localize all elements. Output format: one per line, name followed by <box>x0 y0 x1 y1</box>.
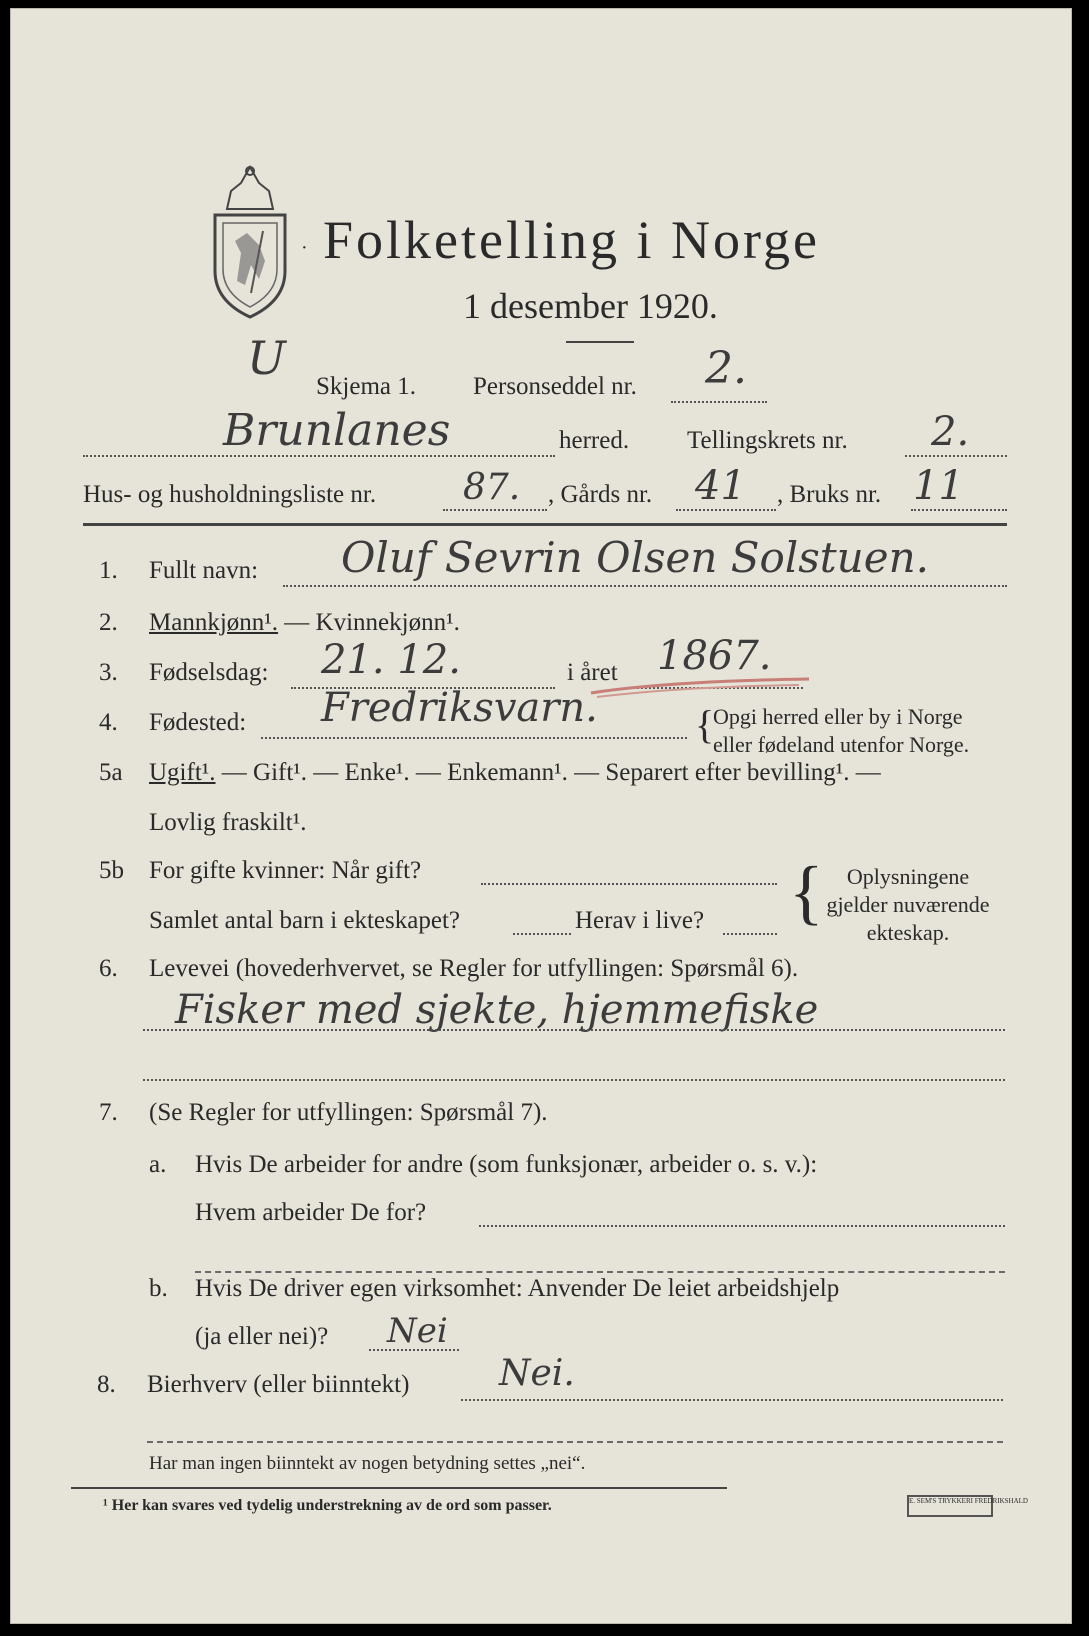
gards-number[interactable]: 41 <box>695 463 746 509</box>
q5b-number: 5b <box>99 857 124 884</box>
year-label: i året <box>567 659 618 686</box>
occupation-value[interactable]: Fisker med sjekte, hjemmefiske <box>175 987 819 1033</box>
q8-answer[interactable]: Nei. <box>499 1353 575 1394</box>
income-note: Har man ingen biinntekt av nogen betydning settes „nei“. <box>149 1453 586 1474</box>
children-label: Samlet antal barn i ekteskapet? <box>149 907 460 934</box>
q7a-letter: a. <box>149 1151 167 1178</box>
footer-rule <box>71 1487 727 1489</box>
red-strike-mark <box>589 673 819 699</box>
q7b-question: (ja eller nei)? <box>195 1323 329 1350</box>
q7-label: (Se Regler for utfyllingen: Spørsmål 7). <box>149 1099 548 1126</box>
census-form-sheet <box>10 8 1072 1624</box>
q3-label: Fødselsdag: <box>149 659 269 686</box>
q2-number: 2. <box>99 609 118 636</box>
household-list-number[interactable]: 87. <box>463 467 521 508</box>
household-list-label: Hus- og husholdningsliste nr. <box>83 481 377 508</box>
q5a-number: 5a <box>99 759 123 786</box>
q6-number: 6. <box>99 955 118 982</box>
q8-label: Bierhverv (eller biinntekt) <box>147 1371 410 1398</box>
q7b-answer[interactable]: Nei <box>387 1311 448 1351</box>
tellingskrets-label: Tellingskrets nr. <box>687 427 848 454</box>
q7b-letter: b. <box>149 1275 168 1302</box>
coat-of-arms-icon <box>207 161 293 321</box>
q7-number: 7. <box>99 1099 118 1126</box>
brace-4: { <box>695 702 715 747</box>
alive-label: Herav i live? <box>575 907 705 934</box>
schema-label: Skjema 1. <box>316 373 416 400</box>
form-title: Folketelling i Norge <box>323 210 820 270</box>
civil-status-rest[interactable]: — Gift¹. — Enke¹. — Enkemann¹. — Separert efter bevilling¹. — <box>215 759 881 786</box>
q4-number: 4. <box>99 709 118 736</box>
q5b-label: For gifte kvinner: Når gift? <box>149 857 422 884</box>
q7a-text: Hvis De arbeider for andre (som funksjonær, arbeider o. s. v.): <box>195 1151 818 1178</box>
title-divider <box>566 341 634 343</box>
personseddel-label: Personseddel nr. <box>473 373 637 400</box>
printer-stamp: E. SEM'S TRYKKERI FREDRIKSHALD <box>907 1495 993 1517</box>
q4-label: Fødested: <box>149 709 247 736</box>
birthplace-value[interactable]: Fredriksvarn. <box>321 685 598 731</box>
q7b-text: Hvis De driver egen virksomhet: Anvender De leiet arbeidshjelp <box>195 1275 840 1302</box>
form-date: 1 desember 1920. <box>463 286 718 326</box>
lovlig-fraskilt-option[interactable]: Lovlig fraskilt¹. <box>149 809 307 836</box>
gards-label: , Gårds nr. <box>548 481 653 508</box>
birthdate-value[interactable]: 21. 12. <box>321 637 461 683</box>
q7a-question: Hvem arbeider De for? <box>195 1199 427 1226</box>
herred-value[interactable]: Brunlanes <box>223 405 451 456</box>
q3-number: 3. <box>99 659 118 686</box>
personseddel-number[interactable]: 2. <box>705 343 747 394</box>
q1-label: Fullt navn: <box>149 557 259 584</box>
full-name-value[interactable]: Oluf Sevrin Olsen Solstuen. <box>341 533 929 582</box>
herred-mark: U <box>247 331 286 385</box>
bruks-number[interactable]: 11 <box>913 463 964 509</box>
q2-options: Mannkjønn¹. — Kvinnekjønn¹. <box>149 609 460 636</box>
title-ornament: · <box>301 237 308 259</box>
birth-year-value[interactable]: 1867. <box>657 633 772 679</box>
ugift-option[interactable]: Ugift¹. <box>149 759 216 786</box>
q4-note: Opgi herred eller by i Norge eller fødeland utenfor Norge. <box>713 704 970 757</box>
q6-label: Levevei (hovederhvervet, se Regler for utfyllingen: Spørsmål 6). <box>149 955 799 982</box>
q5b-note: Oplysningene gjelder nuværende ekteskap. <box>826 864 990 945</box>
herred-label: herred. <box>559 427 630 454</box>
q5a-options <box>149 759 881 787</box>
male-option[interactable]: Mannkjønn¹. <box>149 609 279 636</box>
tellingskrets-number[interactable]: 2. <box>931 409 970 455</box>
female-option[interactable]: Kvinnekjønn¹. <box>315 609 460 636</box>
header-rule <box>83 523 1007 526</box>
footnote: ¹ Her kan svares ved tydelig understrekning av de ord som passer. <box>103 1497 552 1514</box>
q8-number: 8. <box>97 1371 116 1398</box>
brace-5b: { <box>789 852 824 932</box>
q1-number: 1. <box>99 557 118 584</box>
bruks-label: , Bruks nr. <box>777 481 882 508</box>
